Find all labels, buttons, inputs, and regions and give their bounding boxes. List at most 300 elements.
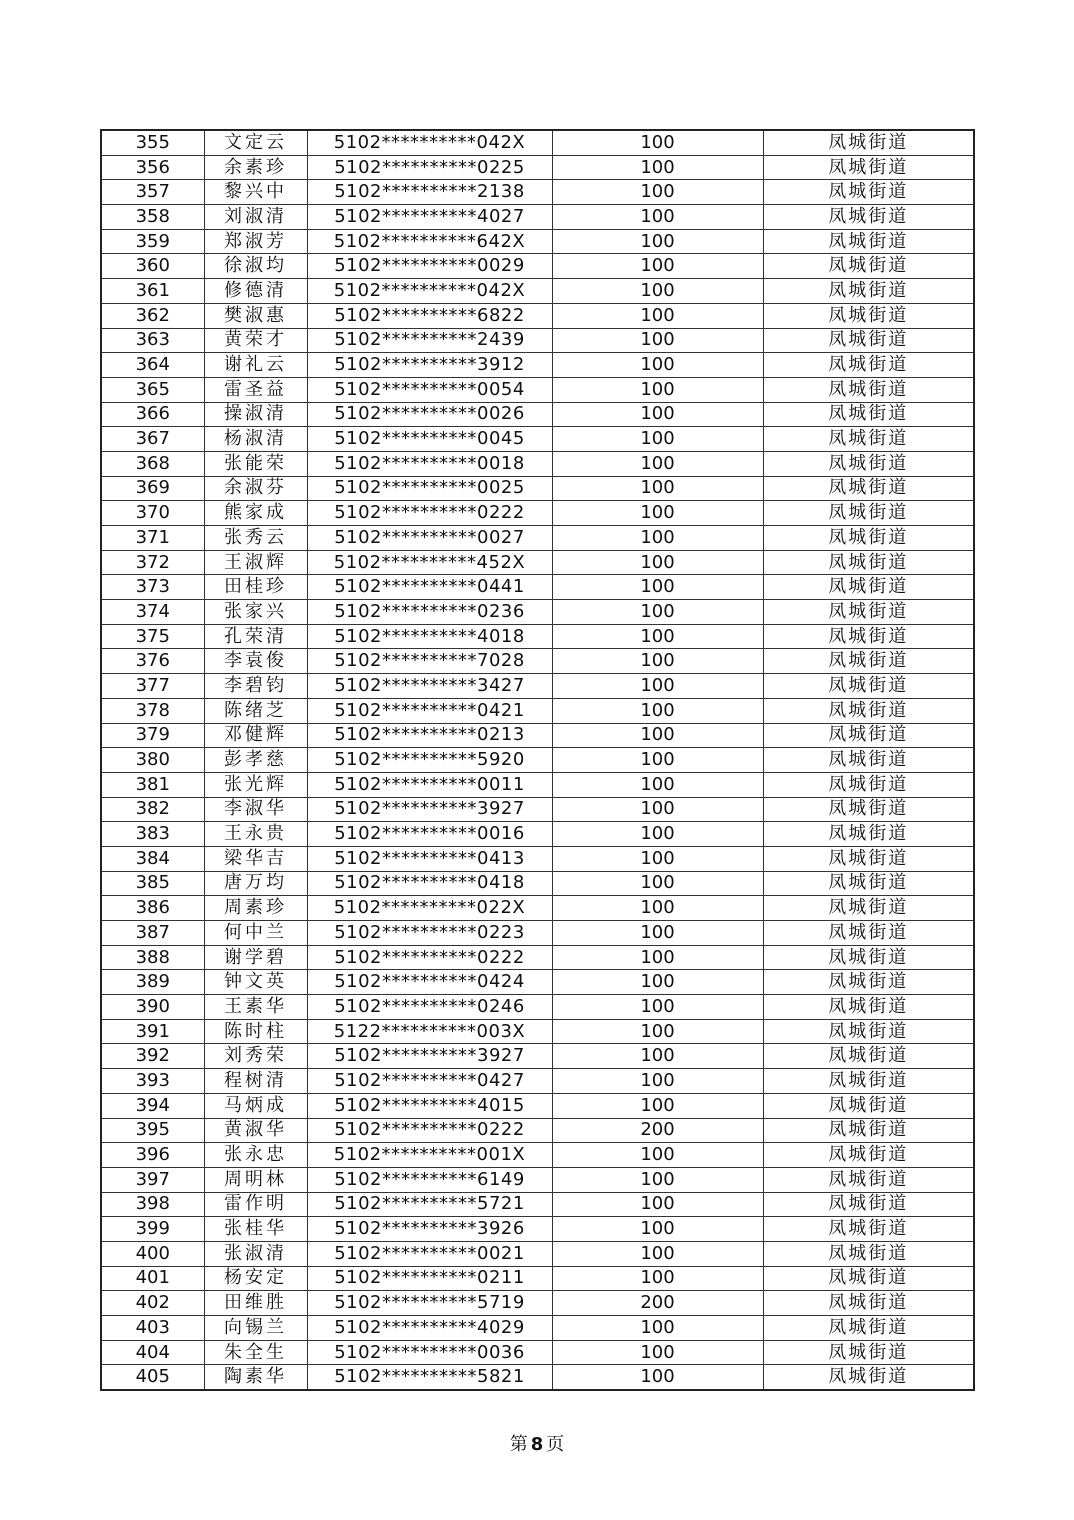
name-cell: 陈时柱 (204, 1019, 307, 1044)
area-cell: 凤城街道 (763, 1019, 974, 1044)
amount-cell: 100 (552, 575, 763, 600)
amount-cell: 100 (552, 624, 763, 649)
amount-cell: 100 (552, 1093, 763, 1118)
row-number-cell: 390 (101, 995, 204, 1020)
amount-cell: 100 (552, 476, 763, 501)
table-row (101, 279, 974, 304)
name-cell: 徐淑均 (204, 254, 307, 279)
row-number-cell: 384 (101, 846, 204, 871)
amount-cell: 100 (552, 1217, 763, 1242)
table-row (101, 451, 974, 476)
id-number-cell: 5102**********0413 (307, 846, 552, 871)
area-cell: 凤城街道 (763, 501, 974, 526)
table-row (101, 846, 974, 871)
area-cell: 凤城街道 (763, 575, 974, 600)
area-cell: 凤城街道 (763, 1291, 974, 1316)
name-cell: 熊家成 (204, 501, 307, 526)
row-number-cell: 388 (101, 945, 204, 970)
table-row (101, 427, 974, 452)
amount-cell: 100 (552, 698, 763, 723)
row-number-cell: 375 (101, 624, 204, 649)
table-row (101, 205, 974, 230)
area-cell: 凤城街道 (763, 1044, 974, 1069)
row-number-cell: 394 (101, 1093, 204, 1118)
amount-cell: 100 (552, 723, 763, 748)
table-row (101, 476, 974, 501)
area-cell: 凤城街道 (763, 624, 974, 649)
table-row (101, 921, 974, 946)
id-number-cell: 5102**********0222 (307, 501, 552, 526)
area-cell: 凤城街道 (763, 1217, 974, 1242)
id-number-cell: 5102**********042X (307, 279, 552, 304)
area-cell: 凤城街道 (763, 1340, 974, 1365)
table-row (101, 550, 974, 575)
name-cell: 向锡兰 (204, 1316, 307, 1341)
name-cell: 谢学碧 (204, 945, 307, 970)
page-label-suffix: 页 (546, 1434, 565, 1455)
area-cell: 凤城街道 (763, 402, 974, 427)
row-number-cell: 405 (101, 1365, 204, 1390)
row-number-cell: 382 (101, 797, 204, 822)
table-row (101, 1118, 974, 1143)
id-number-cell: 5102**********0222 (307, 945, 552, 970)
id-number-cell: 5102**********0246 (307, 995, 552, 1020)
amount-cell: 100 (552, 649, 763, 674)
table-row (101, 1241, 974, 1266)
table-row (101, 254, 974, 279)
id-number-cell: 5102**********7028 (307, 649, 552, 674)
area-cell: 凤城街道 (763, 155, 974, 180)
row-number-cell: 371 (101, 526, 204, 551)
area-cell: 凤城街道 (763, 748, 974, 773)
name-cell: 谢礼云 (204, 353, 307, 378)
name-cell: 张永忠 (204, 1143, 307, 1168)
id-number-cell: 5102**********001X (307, 1143, 552, 1168)
name-cell: 张桂华 (204, 1217, 307, 1242)
table-row (101, 353, 974, 378)
area-cell: 凤城街道 (763, 723, 974, 748)
name-cell: 田桂珍 (204, 575, 307, 600)
row-number-cell: 386 (101, 896, 204, 921)
amount-cell: 100 (552, 254, 763, 279)
amount-cell: 100 (552, 822, 763, 847)
amount-cell: 100 (552, 1316, 763, 1341)
amount-cell: 100 (552, 303, 763, 328)
id-number-cell: 5102**********0045 (307, 427, 552, 452)
row-number-cell: 381 (101, 772, 204, 797)
table-row (101, 180, 974, 205)
amount-cell: 100 (552, 501, 763, 526)
area-cell: 凤城街道 (763, 1241, 974, 1266)
table-row (101, 896, 974, 921)
id-number-cell: 5102**********0222 (307, 1118, 552, 1143)
id-number-cell: 5102**********2439 (307, 328, 552, 353)
amount-cell: 100 (552, 970, 763, 995)
id-number-cell: 5102**********0213 (307, 723, 552, 748)
table-row (101, 1093, 974, 1118)
amount-cell: 100 (552, 402, 763, 427)
name-cell: 王素华 (204, 995, 307, 1020)
area-cell: 凤城街道 (763, 1316, 974, 1341)
table-row (101, 229, 974, 254)
table-row (101, 1266, 974, 1291)
table-row (101, 402, 974, 427)
id-number-cell: 5102**********0211 (307, 1266, 552, 1291)
name-cell: 修德清 (204, 279, 307, 304)
id-number-cell: 5102**********0011 (307, 772, 552, 797)
area-cell: 凤城街道 (763, 1069, 974, 1094)
name-cell: 彭孝慈 (204, 748, 307, 773)
table-row (101, 1167, 974, 1192)
id-number-cell: 5102**********0025 (307, 476, 552, 501)
name-cell: 周素珍 (204, 896, 307, 921)
id-number-cell: 5102**********0424 (307, 970, 552, 995)
id-number-cell: 5102**********0427 (307, 1069, 552, 1094)
table-row (101, 575, 974, 600)
name-cell: 雷圣益 (204, 377, 307, 402)
area-cell: 凤城街道 (763, 1167, 974, 1192)
area-cell: 凤城街道 (763, 1266, 974, 1291)
area-cell: 凤城街道 (763, 871, 974, 896)
table-row (101, 1143, 974, 1168)
area-cell: 凤城街道 (763, 303, 974, 328)
id-number-cell: 5102**********0018 (307, 451, 552, 476)
table-row (101, 674, 974, 699)
id-number-cell: 5122**********003X (307, 1019, 552, 1044)
row-number-cell: 373 (101, 575, 204, 600)
id-number-cell: 5102**********0225 (307, 155, 552, 180)
name-cell: 张光辉 (204, 772, 307, 797)
id-number-cell: 5102**********5719 (307, 1291, 552, 1316)
amount-cell: 100 (552, 1340, 763, 1365)
name-cell: 田维胜 (204, 1291, 307, 1316)
amount-cell: 100 (552, 896, 763, 921)
table-row (101, 526, 974, 551)
amount-cell: 100 (552, 130, 763, 155)
name-cell: 黎兴中 (204, 180, 307, 205)
amount-cell: 100 (552, 1167, 763, 1192)
name-cell: 文定云 (204, 130, 307, 155)
amount-cell: 100 (552, 155, 763, 180)
id-number-cell: 5102**********022X (307, 896, 552, 921)
row-number-cell: 400 (101, 1241, 204, 1266)
row-number-cell: 395 (101, 1118, 204, 1143)
row-number-cell: 372 (101, 550, 204, 575)
amount-cell: 100 (552, 1044, 763, 1069)
name-cell: 何中兰 (204, 921, 307, 946)
row-number-cell: 398 (101, 1192, 204, 1217)
area-cell: 凤城街道 (763, 377, 974, 402)
name-cell: 陶素华 (204, 1365, 307, 1390)
id-number-cell: 5102**********3927 (307, 797, 552, 822)
table-row (101, 945, 974, 970)
id-number-cell: 5102**********4015 (307, 1093, 552, 1118)
row-number-cell: 399 (101, 1217, 204, 1242)
name-cell: 李淑华 (204, 797, 307, 822)
name-cell: 黄淑华 (204, 1118, 307, 1143)
area-cell: 凤城街道 (763, 328, 974, 353)
area-cell: 凤城街道 (763, 649, 974, 674)
table-row (101, 1019, 974, 1044)
name-cell: 王淑辉 (204, 550, 307, 575)
id-number-cell: 5102**********0421 (307, 698, 552, 723)
name-cell: 张家兴 (204, 600, 307, 625)
row-number-cell: 367 (101, 427, 204, 452)
row-number-cell: 355 (101, 130, 204, 155)
area-cell: 凤城街道 (763, 550, 974, 575)
amount-cell: 100 (552, 748, 763, 773)
row-number-cell: 393 (101, 1069, 204, 1094)
id-number-cell: 5102**********0021 (307, 1241, 552, 1266)
name-cell: 雷作明 (204, 1192, 307, 1217)
row-number-cell: 361 (101, 279, 204, 304)
amount-cell: 100 (552, 846, 763, 871)
area-cell: 凤城街道 (763, 822, 974, 847)
table-row (101, 995, 974, 1020)
area-cell: 凤城街道 (763, 1118, 974, 1143)
area-cell: 凤城街道 (763, 970, 974, 995)
id-number-cell: 5102**********3427 (307, 674, 552, 699)
row-number-cell: 389 (101, 970, 204, 995)
area-cell: 凤城街道 (763, 600, 974, 625)
name-cell: 操淑清 (204, 402, 307, 427)
area-cell: 凤城街道 (763, 427, 974, 452)
row-number-cell: 369 (101, 476, 204, 501)
name-cell: 钟文英 (204, 970, 307, 995)
name-cell: 刘淑清 (204, 205, 307, 230)
row-number-cell: 377 (101, 674, 204, 699)
amount-cell: 100 (552, 229, 763, 254)
amount-cell: 100 (552, 328, 763, 353)
id-number-cell: 5102**********6149 (307, 1167, 552, 1192)
amount-cell: 100 (552, 353, 763, 378)
name-cell: 李碧钧 (204, 674, 307, 699)
row-number-cell: 391 (101, 1019, 204, 1044)
row-number-cell: 385 (101, 871, 204, 896)
row-number-cell: 358 (101, 205, 204, 230)
amount-cell: 100 (552, 674, 763, 699)
id-number-cell: 5102**********5721 (307, 1192, 552, 1217)
name-cell: 孔荣清 (204, 624, 307, 649)
name-cell: 程树清 (204, 1069, 307, 1094)
amount-cell: 100 (552, 1143, 763, 1168)
table-row (101, 624, 974, 649)
amount-cell: 100 (552, 180, 763, 205)
id-number-cell: 5102**********0054 (307, 377, 552, 402)
table-row (101, 698, 974, 723)
table-row (101, 1365, 974, 1390)
amount-cell: 100 (552, 1266, 763, 1291)
area-cell: 凤城街道 (763, 180, 974, 205)
id-number-cell: 5102**********0027 (307, 526, 552, 551)
area-cell: 凤城街道 (763, 797, 974, 822)
row-number-cell: 370 (101, 501, 204, 526)
id-number-cell: 5102**********0036 (307, 1340, 552, 1365)
area-cell: 凤城街道 (763, 1093, 974, 1118)
area-cell: 凤城街道 (763, 476, 974, 501)
table-row (101, 1217, 974, 1242)
amount-cell: 200 (552, 1291, 763, 1316)
amount-cell: 100 (552, 427, 763, 452)
area-cell: 凤城街道 (763, 229, 974, 254)
row-number-cell: 397 (101, 1167, 204, 1192)
area-cell: 凤城街道 (763, 205, 974, 230)
amount-cell: 100 (552, 526, 763, 551)
table-row (101, 155, 974, 180)
name-cell: 黄荣才 (204, 328, 307, 353)
row-number-cell: 359 (101, 229, 204, 254)
amount-cell: 100 (552, 279, 763, 304)
name-cell: 王永贵 (204, 822, 307, 847)
id-number-cell: 5102**********3927 (307, 1044, 552, 1069)
row-number-cell: 362 (101, 303, 204, 328)
area-cell: 凤城街道 (763, 674, 974, 699)
name-cell: 李袁俊 (204, 649, 307, 674)
id-number-cell: 5102**********0223 (307, 921, 552, 946)
table-row (101, 1316, 974, 1341)
id-number-cell: 5102**********042X (307, 130, 552, 155)
table-row (101, 328, 974, 353)
amount-cell: 100 (552, 377, 763, 402)
amount-cell: 100 (552, 1192, 763, 1217)
row-number-cell: 403 (101, 1316, 204, 1341)
area-cell: 凤城街道 (763, 772, 974, 797)
table-row (101, 130, 974, 155)
name-cell: 刘秀荣 (204, 1044, 307, 1069)
name-cell: 唐万均 (204, 871, 307, 896)
row-number-cell: 383 (101, 822, 204, 847)
table-row (101, 723, 974, 748)
amount-cell: 100 (552, 550, 763, 575)
amount-cell: 100 (552, 205, 763, 230)
amount-cell: 100 (552, 1019, 763, 1044)
table-row (101, 871, 974, 896)
area-cell: 凤城街道 (763, 846, 974, 871)
area-cell: 凤城街道 (763, 526, 974, 551)
id-number-cell: 5102**********3912 (307, 353, 552, 378)
area-cell: 凤城街道 (763, 1365, 974, 1390)
table-row (101, 1044, 974, 1069)
row-number-cell: 366 (101, 402, 204, 427)
row-number-cell: 365 (101, 377, 204, 402)
table-row (101, 1291, 974, 1316)
area-cell: 凤城街道 (763, 896, 974, 921)
area-cell: 凤城街道 (763, 451, 974, 476)
amount-cell: 100 (552, 1241, 763, 1266)
row-number-cell: 396 (101, 1143, 204, 1168)
name-cell: 樊淑惠 (204, 303, 307, 328)
area-cell: 凤城街道 (763, 698, 974, 723)
name-cell: 邓健辉 (204, 723, 307, 748)
name-cell: 朱全生 (204, 1340, 307, 1365)
table-row (101, 649, 974, 674)
row-number-cell: 380 (101, 748, 204, 773)
page-number: 8 (530, 1434, 544, 1455)
name-cell: 杨淑清 (204, 427, 307, 452)
name-cell: 张能荣 (204, 451, 307, 476)
amount-cell: 100 (552, 871, 763, 896)
area-cell: 凤城街道 (763, 921, 974, 946)
row-number-cell: 387 (101, 921, 204, 946)
amount-cell: 100 (552, 945, 763, 970)
row-number-cell: 376 (101, 649, 204, 674)
table-row (101, 501, 974, 526)
table-row (101, 1069, 974, 1094)
area-cell: 凤城街道 (763, 1192, 974, 1217)
table-row (101, 970, 974, 995)
row-number-cell: 360 (101, 254, 204, 279)
name-cell: 陈绪芝 (204, 698, 307, 723)
table-row (101, 600, 974, 625)
row-number-cell: 378 (101, 698, 204, 723)
row-number-cell: 357 (101, 180, 204, 205)
amount-cell: 100 (552, 451, 763, 476)
area-cell: 凤城街道 (763, 945, 974, 970)
id-number-cell: 5102**********452X (307, 550, 552, 575)
area-cell: 凤城街道 (763, 1143, 974, 1168)
id-number-cell: 5102**********4018 (307, 624, 552, 649)
table-row (101, 1340, 974, 1365)
id-number-cell: 5102**********0441 (307, 575, 552, 600)
page-label-prefix: 第 (509, 1434, 528, 1455)
amount-cell: 100 (552, 995, 763, 1020)
id-number-cell: 5102**********6822 (307, 303, 552, 328)
page-footer (0, 1430, 1074, 1456)
row-number-cell: 374 (101, 600, 204, 625)
id-number-cell: 5102**********0029 (307, 254, 552, 279)
table-row (101, 772, 974, 797)
amount-cell: 100 (552, 1069, 763, 1094)
name-cell: 张淑清 (204, 1241, 307, 1266)
table-row (101, 377, 974, 402)
id-number-cell: 5102**********642X (307, 229, 552, 254)
row-number-cell: 363 (101, 328, 204, 353)
table-row (101, 822, 974, 847)
amount-cell: 100 (552, 797, 763, 822)
amount-cell: 100 (552, 772, 763, 797)
table-row (101, 797, 974, 822)
roster-table (100, 129, 975, 1391)
name-cell: 郑淑芳 (204, 229, 307, 254)
name-cell: 余淑芬 (204, 476, 307, 501)
id-number-cell: 5102**********0016 (307, 822, 552, 847)
amount-cell: 100 (552, 600, 763, 625)
area-cell: 凤城街道 (763, 254, 974, 279)
table-row (101, 748, 974, 773)
row-number-cell: 404 (101, 1340, 204, 1365)
row-number-cell: 368 (101, 451, 204, 476)
id-number-cell: 5102**********5920 (307, 748, 552, 773)
table-row (101, 303, 974, 328)
area-cell: 凤城街道 (763, 130, 974, 155)
row-number-cell: 402 (101, 1291, 204, 1316)
row-number-cell: 364 (101, 353, 204, 378)
id-number-cell: 5102**********4029 (307, 1316, 552, 1341)
amount-cell: 100 (552, 1365, 763, 1390)
row-number-cell: 356 (101, 155, 204, 180)
roster-table-body (101, 130, 974, 1390)
name-cell: 张秀云 (204, 526, 307, 551)
name-cell: 余素珍 (204, 155, 307, 180)
row-number-cell: 401 (101, 1266, 204, 1291)
name-cell: 马炳成 (204, 1093, 307, 1118)
id-number-cell: 5102**********4027 (307, 205, 552, 230)
id-number-cell: 5102**********2138 (307, 180, 552, 205)
id-number-cell: 5102**********0026 (307, 402, 552, 427)
row-number-cell: 392 (101, 1044, 204, 1069)
area-cell: 凤城街道 (763, 279, 974, 304)
row-number-cell: 379 (101, 723, 204, 748)
